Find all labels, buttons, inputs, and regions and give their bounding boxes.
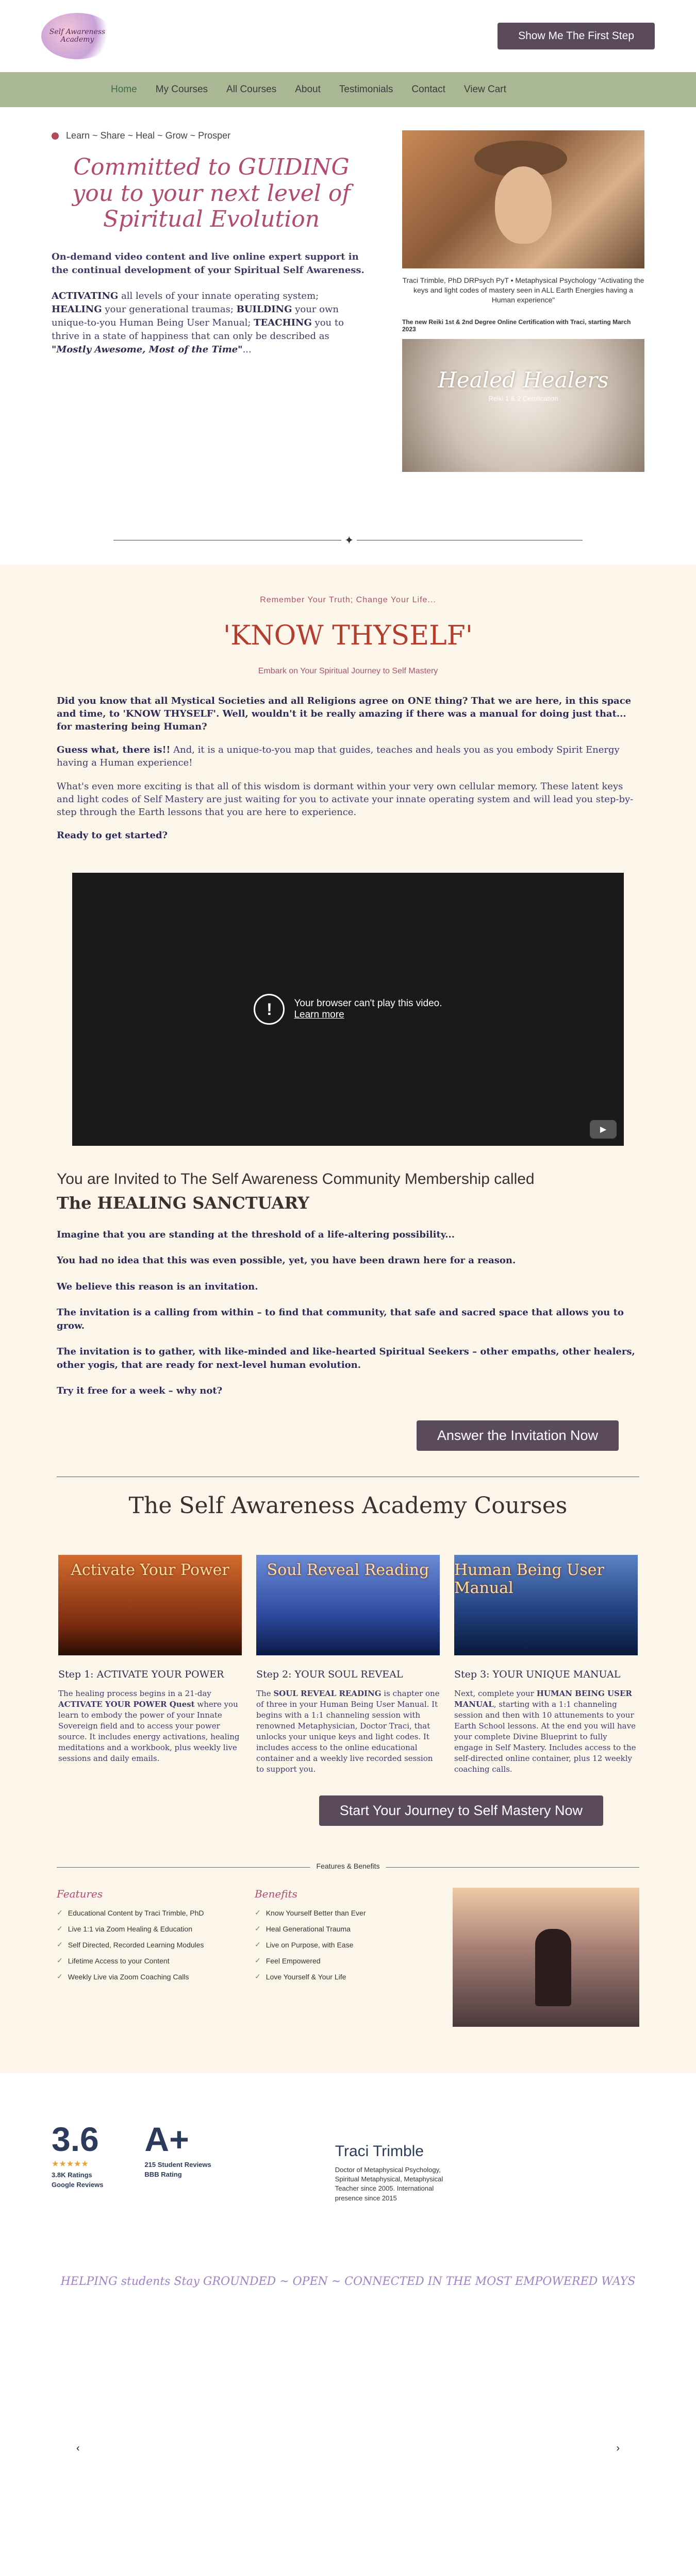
course-text-2: The SOUL REVEAL READING is chapter one of three in your Human Being User Manual. It begins with a 1:1 channeling session with renowned Metaphysician, Doctor Traci, that unlocks your unique keys and light codes. It includes access to the online educational container and a weekly live recorded session to support you. xyxy=(256,1689,440,1774)
list-item-text: Live 1:1 via Zoom Healing & Education xyxy=(68,1924,192,1933)
features-benefits-section xyxy=(0,1888,696,2053)
google-rating-value: 3.6 xyxy=(52,2120,99,2159)
list-item xyxy=(255,1972,432,1981)
check-icon: ✓ xyxy=(254,1956,261,1965)
bullet-dot-icon xyxy=(52,132,59,140)
list-item-text: Live on Purpose, with Ease xyxy=(266,1940,354,1949)
healed-subtitle: Reiki 1 & 2 Certification xyxy=(488,394,558,402)
google-rating xyxy=(52,2120,103,2203)
invite-paragraph-4: The invitation is a calling from within – to find that community, that safe and sacred space that allows you to grow. xyxy=(57,1307,624,1331)
nav-about[interactable]: About xyxy=(295,84,321,95)
soul-reveal-image[interactable]: Soul Reveal Reading xyxy=(256,1555,440,1655)
activate-power-image[interactable]: Activate Your Power xyxy=(58,1555,242,1655)
youtube-logo-icon[interactable]: ▶ xyxy=(590,1120,617,1139)
check-icon: ✓ xyxy=(254,1908,261,1917)
check-icon: ✓ xyxy=(254,1940,261,1949)
video-error-text: Your browser can't play this video. xyxy=(294,998,442,1009)
hero-description: ACTIVATING all levels of your innate operating system; HEALING your generational traumas; BUILDING your own unique-to-you Human Being User Manual; TEACHING you to thrive in a state of happiness that can only be described as "Mostly Awesome, Most of the Time"... xyxy=(52,290,344,355)
list-item-text: Love Yourself & Your Life xyxy=(266,1972,346,1981)
healed-healers-banner[interactable] xyxy=(402,339,644,472)
nav-all-courses[interactable]: All Courses xyxy=(226,84,277,95)
features-list xyxy=(57,1908,234,1981)
list-item xyxy=(255,1908,432,1917)
list-item xyxy=(57,1924,234,1933)
healing-sanctuary-title: The HEALING SANCTUARY xyxy=(57,1193,309,1213)
portrait-caption: Traci Trimble, PhD DRPsych PyT • Metaphysical Psychology "Activating the keys and light codes of mastery seen in ALL Earth Energies having a Human experience" xyxy=(402,276,644,304)
know-body-text xyxy=(0,694,696,842)
course-heading-3: Step 3: YOUR UNIQUE MANUAL xyxy=(454,1669,621,1681)
check-icon: ✓ xyxy=(57,1940,63,1949)
bbb-rating-source: BBB Rating xyxy=(144,2171,182,2179)
benefits-column xyxy=(255,1888,432,2027)
features-column xyxy=(57,1888,234,2027)
list-item-text: Feel Empowered xyxy=(266,1956,321,1965)
logo-text: Self Awareness Academy xyxy=(49,27,106,44)
divider-star-icon: ✦ xyxy=(341,534,357,547)
nav-testimonials[interactable]: Testimonials xyxy=(339,84,393,95)
know-thyself-section xyxy=(0,565,696,2073)
traci-name: Traci Trimble xyxy=(335,2143,424,2160)
sunset-meditation-image xyxy=(453,1888,639,2027)
check-icon: ✓ xyxy=(57,1924,63,1933)
traci-bio xyxy=(335,2120,449,2203)
list-item xyxy=(255,1924,432,1933)
course-card-1[interactable] xyxy=(58,1555,242,1775)
top-header xyxy=(0,0,696,72)
traci-description: Doctor of Metaphysical Psychology, Spiritual Metaphysical, Metaphysical Teacher since 2005. International presence since 2015 xyxy=(335,2166,443,2202)
invite-paragraph-3: We believe this reason is an invitation. xyxy=(57,1281,258,1292)
main-nav xyxy=(0,72,696,107)
carousel-prev-icon[interactable]: ‹ xyxy=(76,2442,80,2454)
bbb-review-count: 215 Student Reviews xyxy=(144,2161,211,2169)
carousel-next-icon[interactable]: › xyxy=(616,2442,620,2454)
course-card-3[interactable] xyxy=(454,1555,638,1775)
benefits-title: Benefits xyxy=(254,1888,297,1901)
face-shape xyxy=(495,166,552,244)
embark-subtitle: Embark on Your Spiritual Journey to Self Mastery xyxy=(258,666,438,675)
nav-view-cart[interactable]: View Cart xyxy=(463,84,506,95)
course-text-3: Next, complete your HUMAN BEING USER MANUAL, starting with a 1:1 channeling session and then with 10 attunements to your Earth School lessons. At the end you will have your complete Divine Blueprint to fully engage in Self Mastery. Includes access to the self-directed online container, plus 12 weekly coaching calls. xyxy=(454,1689,636,1774)
google-rating-count: 3.8K Ratings xyxy=(52,2171,92,2179)
answer-button-wrap xyxy=(0,1410,696,1451)
check-icon: ✓ xyxy=(254,1972,261,1981)
invite-heading: You are Invited to The Self Awareness Community Membership called xyxy=(57,1171,535,1188)
features-header xyxy=(57,1862,639,1872)
courses-title: The Self Awareness Academy Courses xyxy=(128,1493,568,1519)
nav-contact[interactable]: Contact xyxy=(411,84,445,95)
list-item-text: Lifetime Access to your Content xyxy=(68,1956,170,1965)
know-paragraph-4: Ready to get started? xyxy=(57,830,168,841)
check-icon: ✓ xyxy=(57,1956,63,1965)
list-item-text: Weekly Live via Zoom Coaching Calls xyxy=(68,1972,189,1981)
remember-subtitle: Remember Your Truth; Change Your Life... xyxy=(260,595,436,604)
error-icon: ! xyxy=(254,994,285,1025)
traci-portrait-image xyxy=(402,130,644,268)
know-paragraph-1: Did you know that all Mystical Societies and all Religions agree on ONE thing? That we are here, in this space and time, to 'KNOW THYSELF'. Well, wouldn't it be really amazing if there was a manual for doing just that... for mastering being Human? xyxy=(57,695,632,733)
know-paragraph-2: Guess what, there is!! And, it is a unique-to-you map that guides, teaches and heals you as you embody Spirit Energy having a Human experience! xyxy=(57,744,620,769)
list-item-text: Heal Generational Trauma xyxy=(266,1924,351,1933)
list-item-text: Educational Content by Traci Trimble, PhD xyxy=(68,1908,204,1917)
first-step-button[interactable]: Show Me The First Step xyxy=(498,23,655,49)
course-text-1: The healing process begins in a 21-day ACTIVATE YOUR POWER Quest where you learn to embody the power of your Innate Sovereign field and to access your power source. It includes energy activations, healing meditations and a workbook, plus weekly live sessions and daily emails. xyxy=(58,1689,240,1764)
site-logo[interactable] xyxy=(41,13,113,59)
know-paragraph-3: What's even more exciting is that all of this wisdom is dormant within your very own cellular memory. These latent keys and light codes of Self Mastery are just waiting for you to activate your innate operating system and will lead you step-by-step through the Earth lessons that you are here to experience. xyxy=(57,781,634,818)
invite-paragraph-2: You had no idea that this was even possible, yet, you have been drawn here for a reason. xyxy=(57,1255,516,1266)
nav-my-courses[interactable]: My Courses xyxy=(155,84,208,95)
testimonial-carousel xyxy=(0,2288,696,2453)
check-icon: ✓ xyxy=(57,1972,63,1981)
bbb-rating xyxy=(144,2120,211,2203)
tagline-text: Learn ~ Share ~ Heal ~ Grow ~ Prosper xyxy=(66,130,231,141)
list-item xyxy=(57,1972,234,1981)
nav-home[interactable]: Home xyxy=(111,84,137,95)
google-rating-source: Google Reviews xyxy=(52,2181,104,2189)
course-heading-1: Step 1: ACTIVATE YOUR POWER xyxy=(58,1669,224,1681)
video-error-message xyxy=(254,994,442,1025)
list-item xyxy=(57,1908,234,1917)
reiki-caption: The new Reiki 1st & 2nd Degree Online Certification with Traci, starting March 2023 xyxy=(402,318,631,333)
check-icon: ✓ xyxy=(254,1924,261,1933)
check-icon: ✓ xyxy=(57,1908,63,1917)
hero-section xyxy=(0,107,696,493)
hero-intro: On-demand video content and live online expert support in the continual development of your Spiritual Self Awareness. xyxy=(52,251,364,276)
hero-media-column xyxy=(402,130,644,472)
list-item-text: Know Yourself Better than Ever xyxy=(266,1908,366,1917)
list-item xyxy=(255,1940,432,1949)
benefits-list xyxy=(255,1908,432,1981)
course-card-2[interactable] xyxy=(256,1555,440,1775)
section-divider xyxy=(0,493,696,565)
ratings-section xyxy=(0,2073,696,2203)
star-rating-icon: ★★★★★ xyxy=(52,2160,89,2169)
healed-title: Healed Healers xyxy=(438,367,609,393)
invite-paragraph-1: Imagine that you are standing at the threshold of a life-altering possibility... xyxy=(57,1229,455,1241)
list-item xyxy=(57,1940,234,1949)
silhouette-shape xyxy=(535,1929,571,2006)
helping-banner: HELPING students Stay GROUNDED ~ OPEN ~ CONNECTED IN THE MOST EMPOWERED WAYS xyxy=(60,2275,636,2288)
invite-paragraph-6: Try it free for a week – why not? xyxy=(57,1385,223,1397)
intro-video-player[interactable] xyxy=(72,873,624,1146)
features-title: Features xyxy=(57,1888,103,1901)
hero-text-column xyxy=(52,130,371,472)
user-manual-image[interactable]: Human Being User Manual xyxy=(454,1555,638,1655)
list-item-text: Self Directed, Recorded Learning Modules xyxy=(68,1940,204,1949)
courses-grid xyxy=(0,1555,696,1775)
answer-invitation-button[interactable]: Answer the Invitation Now xyxy=(417,1420,619,1451)
features-label: Features & Benefits xyxy=(310,1862,386,1870)
list-item xyxy=(57,1956,234,1965)
start-journey-wrap xyxy=(0,1775,696,1862)
know-thyself-title: 'KNOW THYSELF' xyxy=(223,620,473,651)
start-journey-button[interactable]: Start Your Journey to Self Mastery Now xyxy=(319,1795,603,1826)
hero-headline: Committed to GUIDING you to your next level of Spiritual Evolution xyxy=(72,154,351,233)
invite-section xyxy=(0,1146,696,1398)
learn-more-link[interactable]: Learn more xyxy=(294,1009,344,1021)
invite-paragraph-5: The invitation is to gather, with like-minded and like-hearted Spiritual Seekers – other empaths, other healers, other yogis, that are ready for next-level human evolution. xyxy=(57,1346,635,1370)
list-item xyxy=(255,1956,432,1965)
bbb-rating-value: A+ xyxy=(144,2120,189,2159)
hero-tagline xyxy=(52,130,371,141)
course-heading-2: Step 2: YOUR SOUL REVEAL xyxy=(256,1669,403,1681)
